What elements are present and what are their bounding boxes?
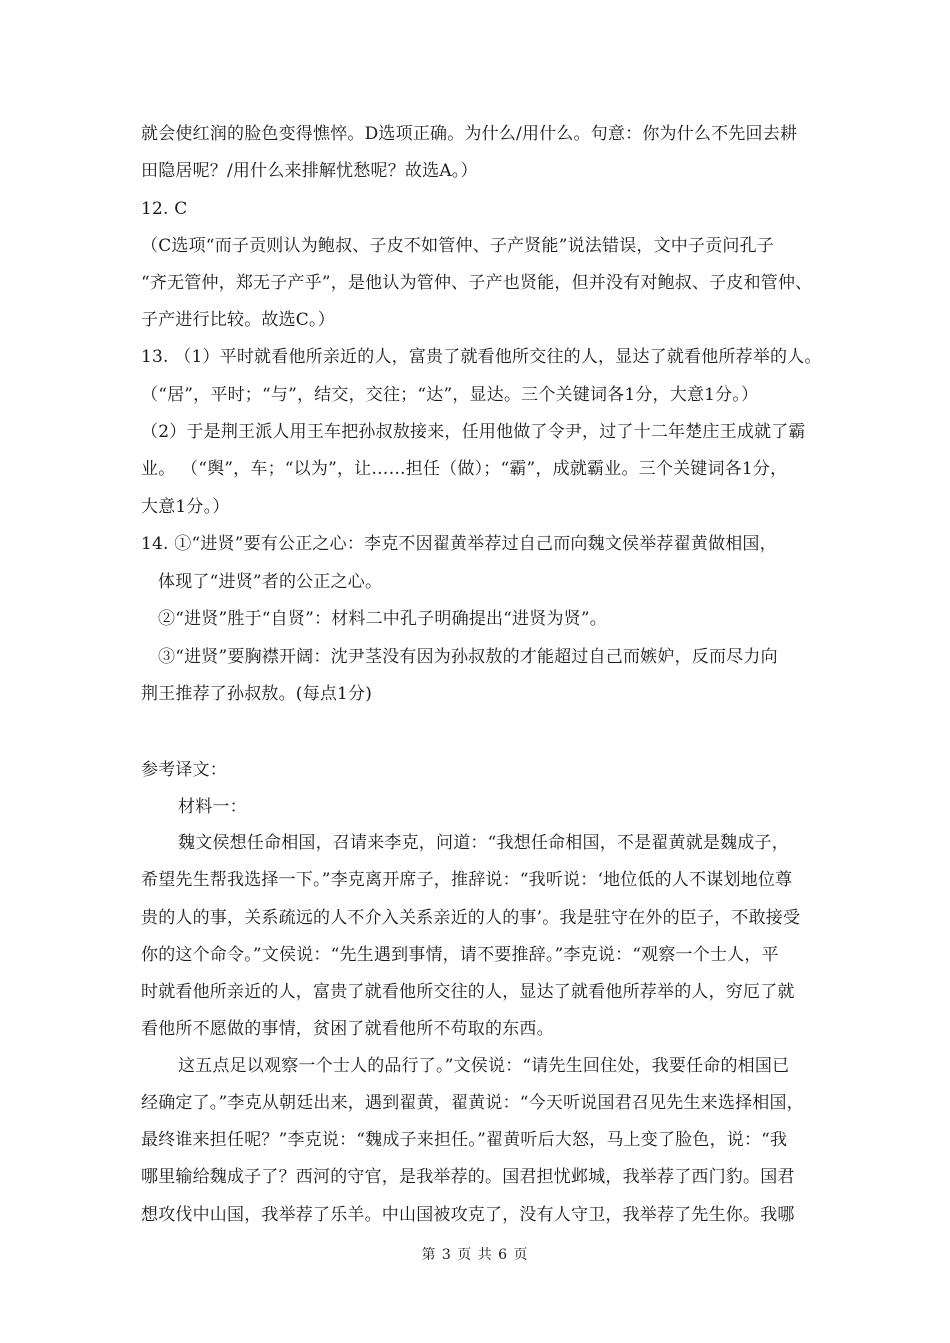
question-14-point-3: 荆王推荐了孙叔敖。(每点1分) [141,684,373,704]
translation-heading: 参考译文： [141,760,227,780]
translation-paragraph-2: 最终谁来担任呢？”李克说：“魏成子来担任。”翟黄听后大怒，马上变了脸色，说：“我 [141,1130,788,1150]
translation-paragraph-1: 看他所不愿做的事情，贫困了就看他所不苟取的东西。 [141,1019,554,1039]
question-13-scoring: （“居”，平时；“与”，结交，交往；“达”，显达。三个关键词各1分，大意1分。） [141,385,759,405]
question-12-explanation: 子产进行比较。故选C。） [141,310,335,330]
answer-line: 就会使红润的脸色变得憔悴。D选项正确。为什么/用什么。句意：你为什么不先回去耕 [141,124,798,144]
translation-paragraph-1: 希望先生帮我选择一下。”李克离开席子，推辞说：“我听说：‘地位低的人不谋划地位尊 [141,870,793,890]
question-13-part-2: （2）于是荆王派人用王车把孙叔敖接来，任用他做了令尹，过了十二年楚庄王成就了霸 [141,422,806,442]
translation-paragraph-1: 贵的人的事，关系疏远的人不介入关系亲近的人的事’。我是驻守在外的臣子，不敢接受 [141,908,801,928]
question-14-point-1: 14. ①“进贤”要有公正之心：李克不因翟黄举荐过自己而向魏文侯举荐翟黄做相国， [141,534,777,554]
question-12-explanation: （C选项“而子贡则认为鲍叔、子皮不如管仲、子产贤能”说法错误，文中子贡问孔子 [141,236,774,256]
translation-paragraph-2: 哪里输给魏成子了？西河的守官，是我举荐的。国君担忧邺城，我举荐了西门豹。国君 [141,1167,795,1187]
translation-paragraph-1: 时就看他所亲近的人，富贵了就看他所交往的人，显达了就看他所荐举的人，穷厄了就 [141,982,795,1002]
material-label: 材料一： [178,797,247,817]
question-13-part-1: 13. （1）平时就看他所亲近的人，富贵了就看他所交往的人，显达了就看他所荐举的人。 [141,347,822,367]
answer-line: 田隐居呢？/用什么来排解忧愁呢？故选A。） [141,161,478,181]
translation-paragraph-1: 你的这个命令。”文侯说：“先生遇到事情，请不要推辞。”李克说：“观察一个士人，平 [141,945,779,965]
question-13-part-2: 大意1分。） [141,497,230,517]
page-number-footer: 第 3 页 共 6 页 [421,1247,529,1263]
translation-paragraph-2: 经确定了。”李克从朝廷出来，遇到翟黄，翟黄说：“今天听说国君召见先生来选择相国， [141,1093,804,1113]
translation-paragraph-1: 魏文侯想任命相国，召请来李克，问道：“我想任命相国，不是翟黄就是魏成子， [178,833,789,853]
translation-paragraph-2: 想攻伐中山国，我举荐了乐羊。中山国被攻克了，没有人守卫，我举荐了先生你。我哪 [141,1205,795,1225]
question-14-point-3: ③“进贤”要胸襟开阔：沈尹茎没有因为孙叔敖的才能超过自己而嫉妒，反而尽力向 [158,647,778,667]
question-14-point-1: 体现了“进贤”者的公正之心。 [158,572,383,592]
question-13-part-2: 业。 （“舆”，车；“以为”，让……担任（做）；“霸”，成就霸业。三个关键词各1分， [141,459,788,479]
question-12-explanation: “齐无管仲，郑无子产乎”，是他认为管仲、子产也贤能，但并没有对鲍叔、子皮和管仲、 [141,273,813,293]
translation-paragraph-2: 这五点足以观察一个士人的品行了。”文侯说：“请先生回住处，我要任命的相国已 [178,1056,790,1076]
question-14-point-2: ②“进贤”胜于“自贤”：材料二中孔子明确提出“进贤为贤”。 [158,609,607,629]
question-12-answer: 12. C [141,199,188,219]
